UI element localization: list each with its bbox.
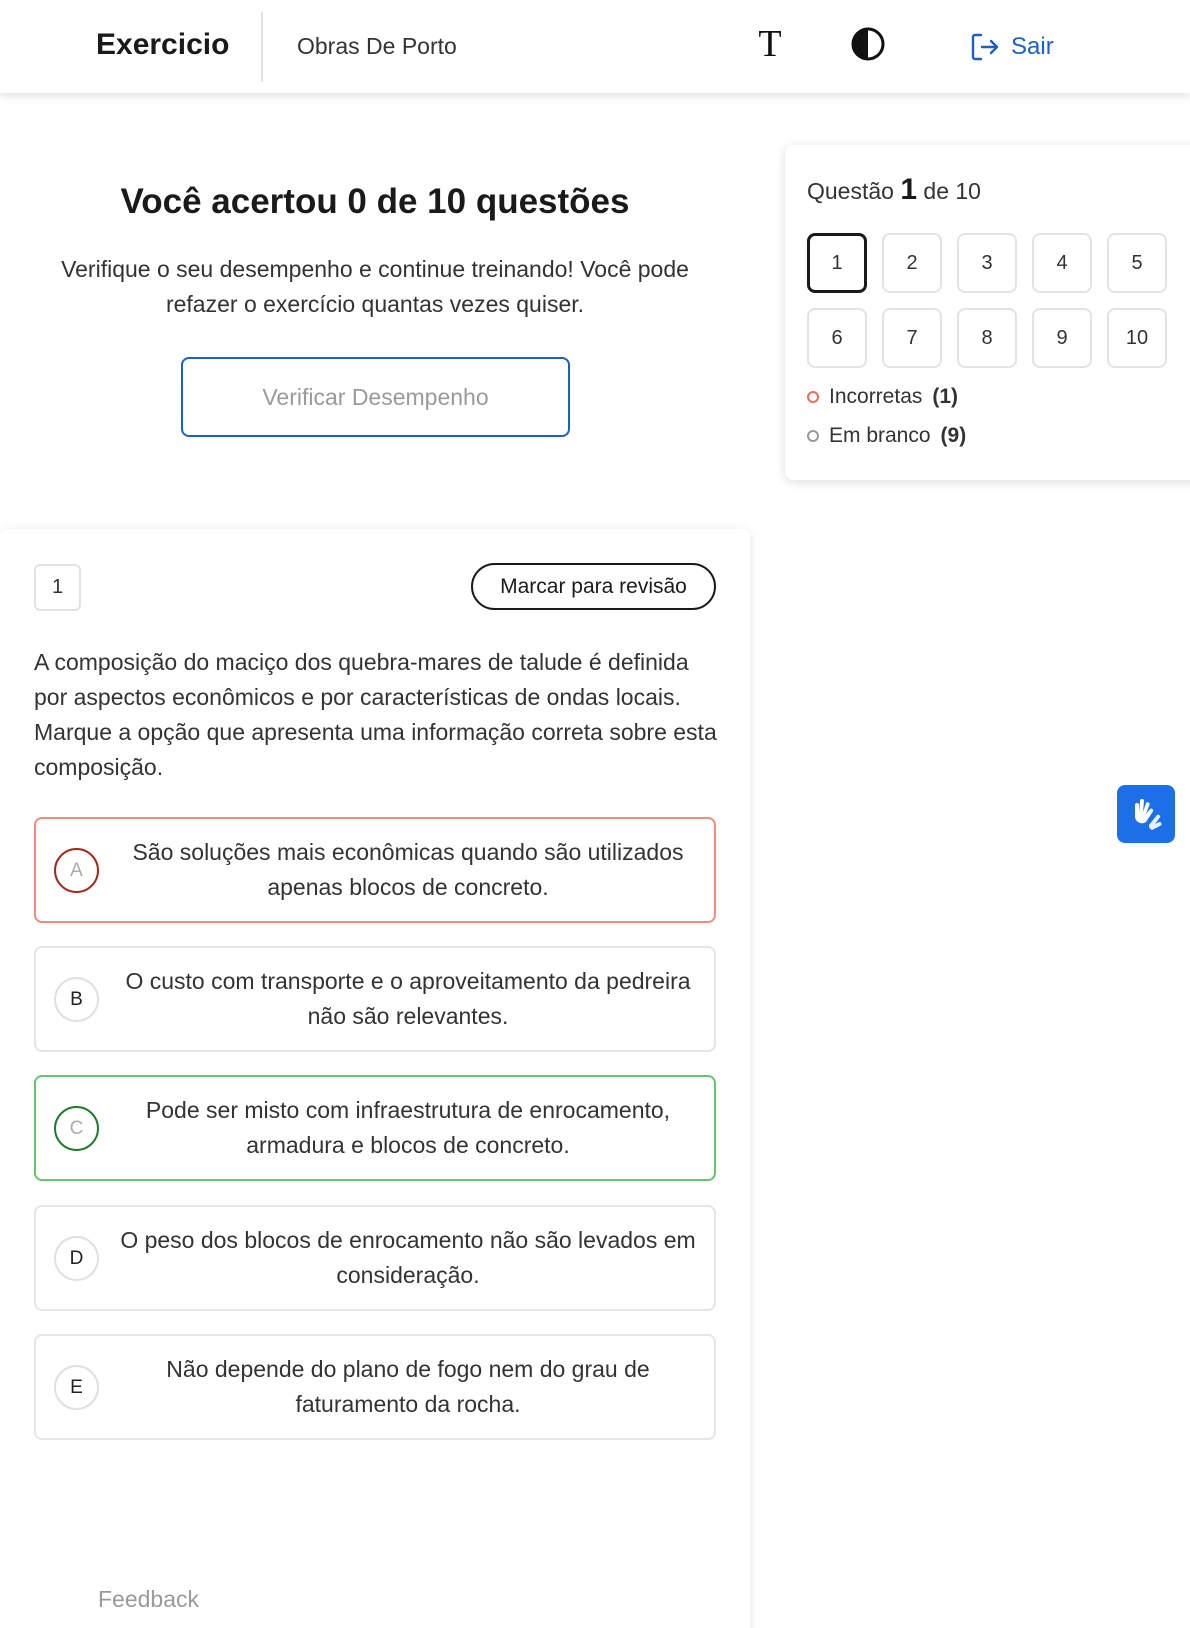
mark-for-review-button[interactable]: Marcar para revisão bbox=[471, 563, 716, 610]
sign-language-button[interactable] bbox=[1117, 785, 1175, 843]
logout-label: Sair bbox=[1011, 33, 1054, 60]
option-text: O custo com transporte e o aproveitamento da pedreira não são relevantes. bbox=[125, 968, 691, 1029]
question-button-9[interactable]: 9 bbox=[1032, 308, 1092, 368]
contrast-icon bbox=[850, 26, 886, 62]
question-stem: A composição do maciço dos quebra-mares de talude é definida por aspectos econômicos e por características de ondas locais. Marque a opção que apresenta uma informação correta sobre esta composição. bbox=[34, 649, 717, 780]
option-e[interactable] bbox=[34, 1334, 716, 1440]
course-name: Obras De Porto bbox=[297, 33, 457, 59]
text-size-icon: T bbox=[758, 23, 782, 65]
legend-incorrect bbox=[807, 385, 958, 409]
option-letter: C bbox=[54, 1106, 99, 1151]
legend-blank-label: Em branco bbox=[829, 424, 931, 447]
option-text: Não depende do plano de fogo nem do grau de faturamento da rocha. bbox=[166, 1356, 650, 1417]
option-text: São soluções mais econômicas quando são utilizados apenas blocos de concreto. bbox=[132, 839, 684, 900]
feedback-link[interactable]: Feedback bbox=[98, 1586, 200, 1612]
question-grid bbox=[807, 233, 1167, 368]
option-letter: E bbox=[54, 1365, 99, 1410]
question-button-4[interactable]: 4 bbox=[1032, 233, 1092, 293]
question-number-badge: 1 bbox=[34, 564, 81, 611]
app-title: Exercicio bbox=[96, 28, 230, 61]
question-button-2[interactable]: 2 bbox=[882, 233, 942, 293]
option-c[interactable] bbox=[34, 1075, 716, 1181]
legend-incorrect-label: Incorretas bbox=[829, 385, 923, 408]
question-counter-suffix: de 10 bbox=[923, 178, 981, 204]
option-d[interactable] bbox=[34, 1205, 716, 1311]
option-letter: D bbox=[54, 1236, 99, 1281]
logout-icon bbox=[969, 31, 1001, 63]
option-text: Pode ser misto com infraestrutura de enrocamento, armadura e blocos de concreto. bbox=[145, 1097, 671, 1158]
question-button-7[interactable]: 7 bbox=[882, 308, 942, 368]
question-counter bbox=[807, 173, 981, 207]
blank-dot-icon bbox=[807, 430, 819, 442]
result-title: Você acertou 0 de 10 questões bbox=[120, 182, 630, 221]
legend-incorrect-count: (1) bbox=[932, 385, 959, 408]
question-navigator bbox=[785, 145, 1190, 480]
header-divider bbox=[261, 12, 263, 82]
option-b[interactable] bbox=[34, 946, 716, 1052]
question-button-5[interactable]: 5 bbox=[1107, 233, 1167, 293]
logout-button[interactable] bbox=[969, 30, 1054, 64]
option-a[interactable] bbox=[34, 817, 716, 923]
verify-performance-button[interactable]: Verificar Desempenho bbox=[181, 357, 570, 437]
option-letter: A bbox=[54, 848, 99, 893]
question-button-6[interactable]: 6 bbox=[807, 308, 867, 368]
option-text: O peso dos blocos de enrocamento não são levados em consideração. bbox=[120, 1227, 696, 1288]
question-counter-current: 1 bbox=[900, 173, 918, 206]
contrast-button[interactable] bbox=[850, 26, 886, 62]
result-subtitle: Verifique o seu desempenho e continue treinando! Você pode refazer o exercício quantas vezes quiser. bbox=[61, 256, 689, 317]
question-counter-prefix: Questão bbox=[807, 178, 894, 204]
question-button-10[interactable]: 10 bbox=[1107, 308, 1167, 368]
question-button-1[interactable]: 1 bbox=[807, 233, 867, 293]
legend-blank-count: (9) bbox=[940, 424, 967, 447]
font-size-button[interactable] bbox=[752, 22, 788, 66]
sign-language-hands-icon bbox=[1127, 795, 1165, 833]
question-card bbox=[0, 529, 750, 1628]
question-button-8[interactable]: 8 bbox=[957, 308, 1017, 368]
option-letter: B bbox=[54, 977, 99, 1022]
top-bar bbox=[0, 0, 1190, 93]
legend-blank bbox=[807, 424, 966, 448]
question-button-3[interactable]: 3 bbox=[957, 233, 1017, 293]
incorrect-dot-icon bbox=[807, 391, 819, 403]
